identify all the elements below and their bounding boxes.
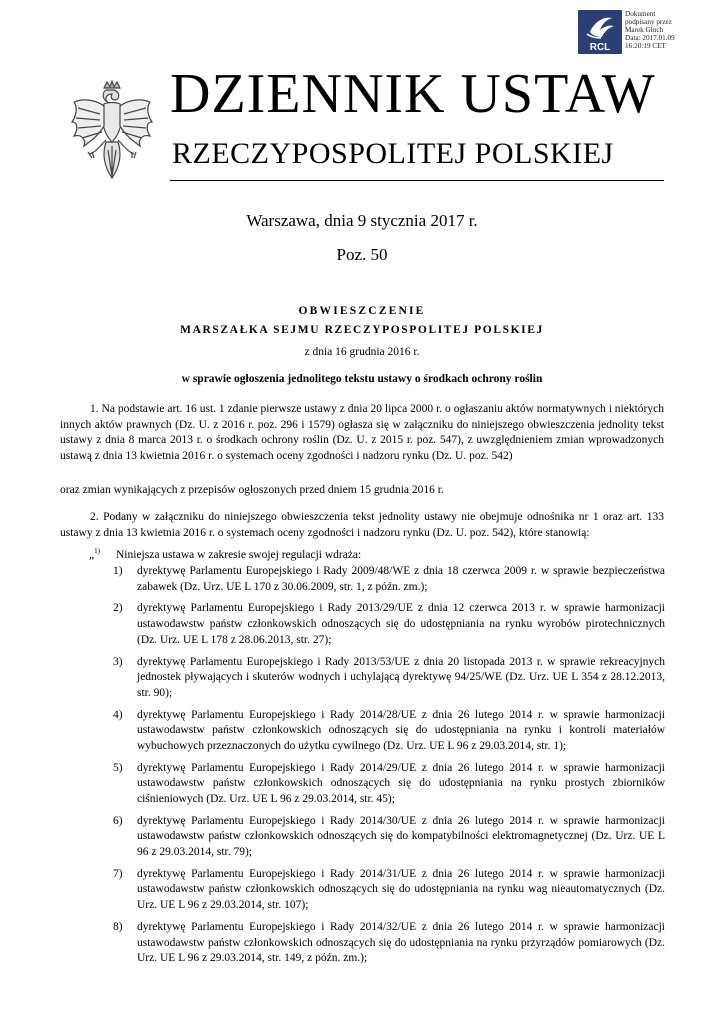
list-item-text: dyrektywę Parlamentu Europejskiego i Rady 2014/29/UE z dnia 26 lutego 2014 r. w sprawie harmonizacji ustawodawstw państw członkowskich odnoszących się do udostępniania na rynku prostych zbiorników ciśnieniowych (Dz. Urz. UE L 96 z 29.03.2014, str. 45); (137, 761, 665, 805)
position-number: Poz. 50 (336, 245, 388, 264)
rcl-logo-text: RCL (589, 42, 611, 53)
list-item (113, 761, 665, 808)
signature-line: 16:20:19 CET (625, 42, 666, 50)
list-item-text: dyrektywę Parlamentu Europejskiego i Rady 2014/28/UE z dnia 26 lutego 2014 r. w sprawie harmonizacji ustawodawstw państw członkowskich odnoszących się do udostępniania na rynku i kontroli materiałów wybuchowych przeznaczonych do użytku cywilnego (Dz. Urz. UE L 96 z 29.03.2014, str. 1); (137, 708, 665, 752)
dateline: Warszawa, dnia 9 stycznia 2017 r. (246, 211, 478, 230)
list-item-number: 6) (113, 814, 123, 827)
list-item-text: dyrektywę Parlamentu Europejskiego i Rady 2014/31/UE z dnia 26 lutego 2014 r. w sprawie harmonizacji ustawodawstw państw członkowskich odnoszących się do udostępniania na rynku wag nieautomatycznych (Dz. Urz. UE L 96 z 29.03.2014, str. 107); (137, 867, 665, 912)
list-item (113, 920, 665, 967)
signature-line: podpisany przez (625, 18, 672, 26)
paragraph-1-continuation: oraz zmian wynikających z przepisów ogłoszonych przed dniem 15 grudnia 2016 r. (60, 484, 444, 496)
journal-subtitle: RZECZYPOSPOLITEJ POLSKIEJ (172, 137, 614, 170)
quote-intro-text: Niniejsza ustawa w zakresie swojej regulacji wdraża: (116, 549, 362, 561)
act-subject: w sprawie ogłoszenia jednolitego tekstu ustawy o środkach ochrony roślin (181, 373, 543, 385)
list-item-number: 2) (113, 602, 123, 615)
list-item-text: dyrektywę Parlamentu Europejskiego i Rady 2014/32/UE z dnia 26 lutego 2014 r. w sprawie harmonizacji ustawodawstw państw członkowskich odnoszących się do udostępniania na rynku przyrządów pomiarowych (Dz. Urz. UE L 96 z 29.03.2014, str. 149, z późn. zm.); (137, 920, 665, 965)
list-item-number: 4) (113, 708, 123, 721)
list-item-number: 5) (113, 761, 123, 774)
signature-line: Marek Głuch (625, 26, 664, 34)
act-date: z dnia 16 grudnia 2016 r. (304, 346, 420, 358)
act-issuer: MARSZAŁKA SEJMU RZECZYPOSPOLITEJ POLSKIEJ (180, 324, 544, 336)
digital-signature-stamp[interactable] (578, 10, 675, 54)
list-item-number: 3) (113, 655, 123, 668)
paragraph-1: 1. Na podstawie art. 16 ust. 1 zdanie pierwsze ustawy z dnia 20 lipca 2000 r. o ogłaszaniu aktów normatywnych i niektórych innych aktów prawnych (Dz. U. z 2016 r. poz. 296 i 1579) ogłasza się w załączniku do niniejszego obwieszczenia jednolity tekst ustawy z dnia 8 marca 2013 r. o środkach ochrony roślin (Dz. U. z 2015 r. poz. 547), z uwzględnieniem zmian wprowadzonych ustawą z dnia 13 kwietnia 2016 r. o systemach oceny zgodności i nadzoru rynku (Dz. U. poz. 542) (60, 403, 664, 462)
list-item-number: 7) (113, 867, 123, 880)
list-item (113, 708, 665, 755)
quoted-footnote-intro (89, 544, 361, 564)
directive-list (113, 564, 665, 973)
signature-line: Dokument (625, 10, 656, 18)
rcl-logo-icon (578, 10, 622, 54)
list-item-text: dyrektywę Parlamentu Europejskiego i Rady 2009/48/WE z dnia 18 czerwca 2009 r. w sprawie bezpieczeństwa zabawek (Dz. Urz. UE L 170 z 30.06.2009, str. 1, z późn. zm.); (137, 565, 665, 593)
list-item (113, 814, 665, 861)
list-item (113, 601, 665, 648)
signature-details (625, 10, 675, 50)
footnote-marker: 1) (94, 547, 100, 555)
list-item (113, 655, 665, 702)
list-item (113, 564, 665, 595)
act-type: OBWIESZCZENIE (298, 305, 426, 317)
paragraph-2: 2. Podany w załączniku do niniejszego obwieszczenia tekst jednolity ustawy nie obejmuje odnośnika nr 1 oraz art. 133 ustawy z dnia 13 kwietnia 2016 r. o systemach oceny zgodności i nadzoru rynku (Dz. U. poz. 542), które stanowią: (60, 511, 664, 539)
quote-open-mark: „ (89, 549, 95, 561)
list-item-number: 8) (113, 920, 123, 933)
eagle-emblem-icon (66, 80, 158, 186)
list-item-text: dyrektywę Parlamentu Europejskiego i Rady 2013/53/UE z dnia 20 listopada 2013 r. w sprawie rekreacyjnych jednostek pływających i skuterów wodnych i uchylającą dyrektywę 94/25/WE (Dz. Urz. UE L 354 z 28.12.2013, str. 90); (137, 655, 665, 699)
masthead-divider (170, 180, 664, 181)
list-item-text: dyrektywę Parlamentu Europejskiego i Rady 2014/30/UE z dnia 26 lutego 2014 r. w sprawie harmonizacji ustawodawstw państw członkowskich odnoszących się do kompatybilności elektromagnetycznej (Dz. Urz. UE L 96 z 29.03.2014, str. 79); (137, 814, 665, 858)
signature-line: Data: 2017.01.09 (625, 34, 675, 42)
journal-title: DZIENNIK USTAW (170, 63, 656, 125)
list-item (113, 867, 665, 914)
list-item-number: 1) (113, 565, 123, 577)
list-item-text: dyrektywę Parlamentu Europejskiego i Rady 2013/29/UE z dnia 12 czerwca 2013 r. w sprawie harmonizacji ustawodawstw państw członkowskich odnoszących się do udostępniania na rynku wyrobów pirotechnicznych (Dz. Urz. UE L 178 z 28.06.2013, str. 27); (137, 602, 665, 646)
